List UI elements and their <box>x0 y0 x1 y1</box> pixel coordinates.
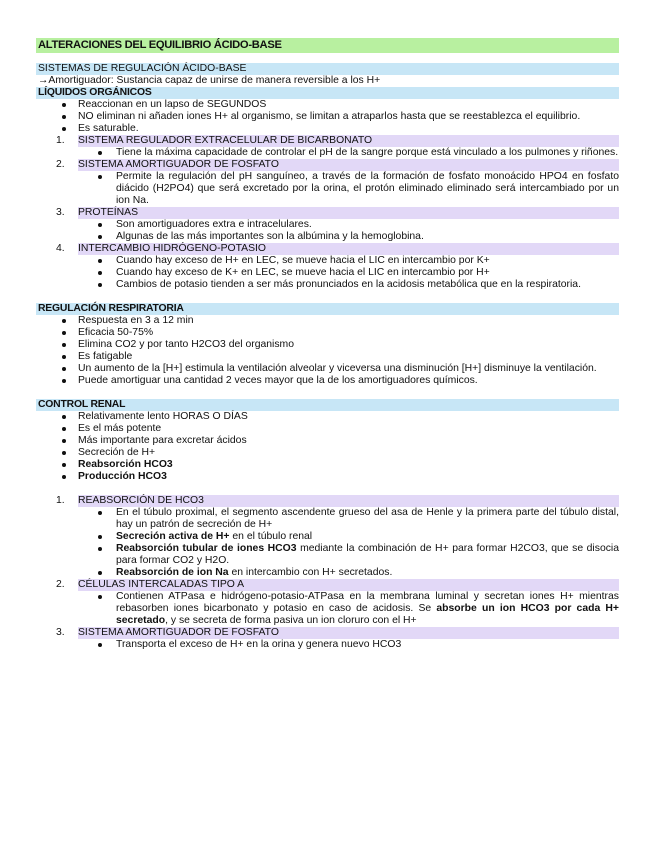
list-item: Son amortiguadores extra e intracelulares. <box>36 219 619 231</box>
subsection-bicarbonato <box>36 135 619 147</box>
list-item: Reabsorción HCO3 <box>36 459 619 471</box>
subsection-number: 4. <box>56 243 65 254</box>
list-item: Puede amortiguar una cantidad 2 veces mayor que la de los amortiguadores químicos. <box>36 375 619 387</box>
list-item: Respuesta en 3 a 12 min <box>36 315 619 327</box>
list-item <box>36 531 619 543</box>
subsection-label: SISTEMA AMORTIGUADOR DE FOSFATO <box>78 627 619 639</box>
list-item-text: Contienen ATPasa e hidrógeno-potasio-ATPasa en la membrana luminal y secretan iones H+ mientras rebasorben iones bicarbonato y potasio en caso de acidosis. Se <box>116 591 619 614</box>
subsection-label: CÉLULAS INTERCALADAS TIPO A <box>78 579 619 591</box>
subsection-number: 3. <box>56 627 65 638</box>
list-item: Es saturable. <box>36 123 619 135</box>
subsection-number: 2. <box>56 579 65 590</box>
list-item: Tiene la máxima capacidade de controlar el pH de la sangre porque está vinculado a los pulmones y riñones. <box>36 147 619 159</box>
subsection-reabsorcion-hco3 <box>36 495 619 507</box>
list-item: Permite la regulación del pH sanguíneo, a través de la formación de fosfato monoácido HPO4 en fosfato diácido (H2PO4) que será excretado por la orina, el protón eliminado eliminado será intercambiado por un ion Na. <box>36 171 619 207</box>
list-item-text: en el túbulo renal <box>229 531 313 542</box>
list-item: NO eliminan ni añaden iones H+ al organismo, se limitan a atraparlos hasta que se reestablezca el equilibrio. <box>36 111 619 123</box>
proteinas-bullets <box>36 219 619 243</box>
list-item <box>36 567 619 579</box>
liquidos-bullets <box>36 99 619 135</box>
subsection-label: SISTEMA AMORTIGUADOR DE FOSFATO <box>78 159 619 171</box>
list-item: Un aumento de la [H+] estimula la ventilación alveolar y viceversa una disminución [H+] disminuye la ventilación. <box>36 363 619 375</box>
fosfato-renal-bullets <box>36 639 619 651</box>
bold-term: Reabsorción tubular de iones HCO3 <box>116 543 297 554</box>
amortiguador-definition: →Amortiguador: Sustancia capaz de unirse de manera reversible a los H+ <box>38 75 381 86</box>
subsection-fosfato <box>36 159 619 171</box>
list-item: Eficacia 50-75% <box>36 327 619 339</box>
list-item: Cuando hay exceso de H+ en LEC, se mueve hacia el LIC en intercambio por K+ <box>36 255 619 267</box>
list-item-text: mediante la combinación de H+ para formar H2CO3, que se disocia para formar CO2 y H2O. <box>116 543 620 566</box>
subsection-number: 1. <box>56 135 65 146</box>
respiratoria-bullets <box>36 315 619 387</box>
list-item: Reaccionan en un lapso de SEGUNDOS <box>36 99 619 111</box>
bold-term: absorbe un ion HCO3 por cada H+ secretado <box>116 603 619 626</box>
section-heading-sistemas: SISTEMAS DE REGULACIÓN ÁCIDO-BASE <box>36 63 619 75</box>
hidrogeno-potasio-bullets <box>36 255 619 291</box>
list-item: Cuando hay exceso de K+ en LEC, se mueve hacia el LIC en intercambio por H+ <box>36 267 619 279</box>
list-item: Producción HCO3 <box>36 471 619 483</box>
section-heading-respiratoria: REGULACIÓN RESPIRATORIA <box>36 303 619 315</box>
subsection-hidrogeno-potasio <box>36 243 619 255</box>
list-item-text: en intercambio con H+ secretados. <box>228 567 393 578</box>
list-item-text: , y se secreta de forma pasiva un ion cloruro con el H+ <box>165 615 417 626</box>
subsection-number: 2. <box>56 159 65 170</box>
subsection-proteinas <box>36 207 619 219</box>
subsection-number: 3. <box>56 207 65 218</box>
list-item: Es el más potente <box>36 423 619 435</box>
list-item <box>36 591 619 627</box>
section-heading-liquidos: LÍQUIDOS ORGÁNICOS <box>36 87 619 99</box>
list-item: Elimina CO2 y por tanto H2CO3 del organismo <box>36 339 619 351</box>
subsection-number: 1. <box>56 495 65 506</box>
bold-term: Secreción activa de H+ <box>116 531 230 542</box>
document-page <box>36 38 619 651</box>
subsection-label: INTERCAMBIO HIDRÓGENO-POTASIO <box>78 243 619 255</box>
list-item: Es fatigable <box>36 351 619 363</box>
list-item: Transporta el exceso de H+ en la orina y genera nuevo HCO3 <box>36 639 619 651</box>
list-item: Cambios de potasio tienden a ser más pronunciados en la acidosis metabólica que en la respiratoria. <box>36 279 619 291</box>
list-item <box>36 543 619 567</box>
celulas-bullets <box>36 591 619 627</box>
reabsorcion-bullets <box>36 507 619 579</box>
section-heading-renal: CONTROL RENAL <box>36 399 619 411</box>
subsection-label: REABSORCIÓN DE HCO3 <box>78 495 619 507</box>
list-item: Relativamente lento HORAS O DÍAS <box>36 411 619 423</box>
bicarbonato-bullets <box>36 147 619 159</box>
list-item: Secreción de H+ <box>36 447 619 459</box>
fosfato-bullets <box>36 171 619 207</box>
subsection-amortiguador-fosfato-renal <box>36 627 619 639</box>
renal-bullets <box>36 411 619 483</box>
document-title: ALTERACIONES DEL EQUILIBRIO ÁCIDO-BASE <box>36 38 619 53</box>
subsection-label: SISTEMA REGULADOR EXTRACELULAR DE BICARBONATO <box>78 135 619 147</box>
subsection-celulas-intercaladas <box>36 579 619 591</box>
bold-term: Reabsorción de ion Na <box>116 567 229 578</box>
list-item: Algunas de las más importantes son la albúmina y la hemoglobina. <box>36 231 619 243</box>
list-item: En el túbulo proximal, el segmento ascendente grueso del asa de Henle y la primera parte del túbulo distal, hay un patrón de secreción de H+ <box>36 507 619 531</box>
list-item: Más importante para excretar ácidos <box>36 435 619 447</box>
subsection-label: PROTEÍNAS <box>78 207 619 219</box>
